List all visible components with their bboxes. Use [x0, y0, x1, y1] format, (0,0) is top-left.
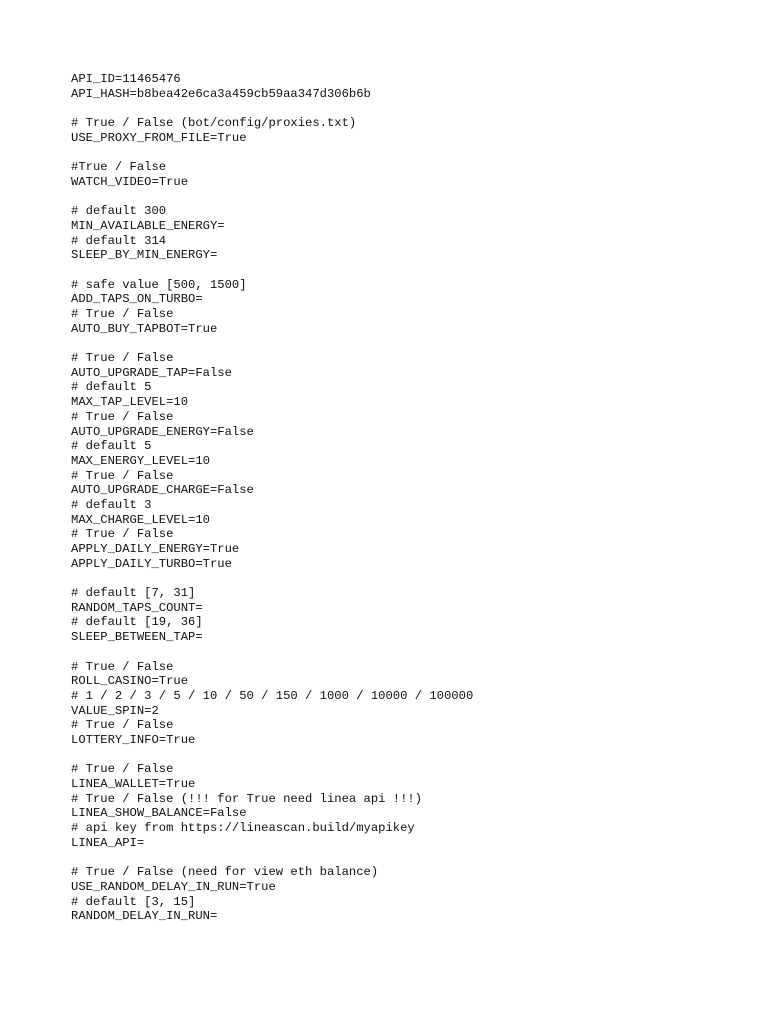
blank-line — [71, 263, 751, 278]
blank-line — [71, 336, 751, 351]
setting-line: WATCH_VIDEO=True — [71, 174, 189, 189]
setting-line: USE_RANDOM_DELAY_IN_RUN=True — [71, 879, 276, 894]
setting-line: MIN_AVAILABLE_ENERGY= — [71, 218, 225, 233]
comment-line: # default 314 — [71, 233, 167, 248]
comment-line: # default 5 — [71, 439, 152, 454]
setting-line: MAX_CHARGE_LEVEL=10 — [71, 512, 210, 527]
comment-line: # default [19, 36] — [71, 615, 203, 630]
comment-line: # True / False (bot/config/proxies.txt) — [71, 116, 357, 131]
comment-line: # True / False — [71, 307, 174, 321]
comment-line: # True / False — [71, 762, 174, 777]
comment-line: # True / False — [71, 659, 174, 674]
setting-line: APPLY_DAILY_TURBO=True — [71, 556, 232, 571]
comment-line: # True / False — [71, 468, 174, 483]
comment-line: # default [3, 15] — [71, 894, 196, 909]
comment-line: # default [7, 31] — [71, 586, 196, 601]
setting-line: AUTO_UPGRADE_CHARGE=False — [71, 483, 254, 498]
setting-line: APPLY_DAILY_ENERGY=True — [71, 542, 240, 556]
setting-line: ADD_TAPS_ON_TURBO= — [71, 292, 203, 307]
setting-line: LINEA_SHOW_BALANCE=False — [71, 806, 247, 821]
setting-line: AUTO_UPGRADE_TAP=False — [71, 365, 232, 380]
blank-line — [71, 101, 751, 116]
comment-line: #True / False — [71, 160, 167, 175]
setting-line: LINEA_WALLET=True — [71, 777, 196, 791]
comment-line: # 1 / 2 / 3 / 5 / 10 / 50 / 150 / 1000 / 10000 / 100000 — [71, 688, 474, 703]
blank-line — [71, 748, 751, 763]
comment-line: # True / False — [71, 409, 174, 424]
comment-line: # default 300 — [71, 204, 167, 219]
comment-line: # safe value [500, 1500] — [71, 277, 247, 292]
setting-line: MAX_TAP_LEVEL=10 — [71, 395, 189, 410]
comment-line: # True / False (!!! for True need linea api !!!) — [71, 791, 423, 806]
blank-line — [71, 571, 751, 586]
blank-line — [71, 190, 751, 205]
blank-line — [71, 850, 751, 865]
comment-line: # True / False (need for view eth balance) — [71, 865, 379, 880]
setting-line: RANDOM_DELAY_IN_RUN= — [71, 909, 218, 924]
config-document — [71, 72, 751, 924]
comment-line: # default 5 — [71, 380, 152, 395]
setting-line: LINEA_API= — [71, 835, 145, 850]
setting-line: USE_PROXY_FROM_FILE=True — [71, 130, 247, 145]
blank-line — [71, 145, 751, 160]
setting-line: VALUE_SPIN=2 — [71, 703, 159, 718]
comment-line: # True / False — [71, 351, 174, 366]
comment-line: # api key from https://lineascan.build/myapikey — [71, 821, 415, 836]
setting-line: AUTO_UPGRADE_ENERGY=False — [71, 424, 254, 439]
setting-line: RANDOM_TAPS_COUNT= — [71, 600, 203, 615]
setting-line: ROLL_CASINO=True — [71, 674, 189, 689]
setting-line: API_ID=11465476 — [71, 72, 181, 86]
blank-line — [71, 645, 751, 660]
comment-line: # default 3 — [71, 497, 152, 512]
setting-line: SLEEP_BY_MIN_ENERGY= — [71, 248, 218, 263]
setting-line: LOTTERY_INFO=True — [71, 732, 196, 747]
comment-line: # True / False — [71, 527, 174, 542]
setting-line: MAX_ENERGY_LEVEL=10 — [71, 453, 210, 468]
setting-line: API_HASH=b8bea42e6ca3a459cb59aa347d306b6b — [71, 86, 371, 101]
setting-line: SLEEP_BETWEEN_TAP= — [71, 630, 203, 645]
setting-line: AUTO_BUY_TAPBOT=True — [71, 321, 218, 336]
comment-line: # True / False — [71, 718, 174, 733]
